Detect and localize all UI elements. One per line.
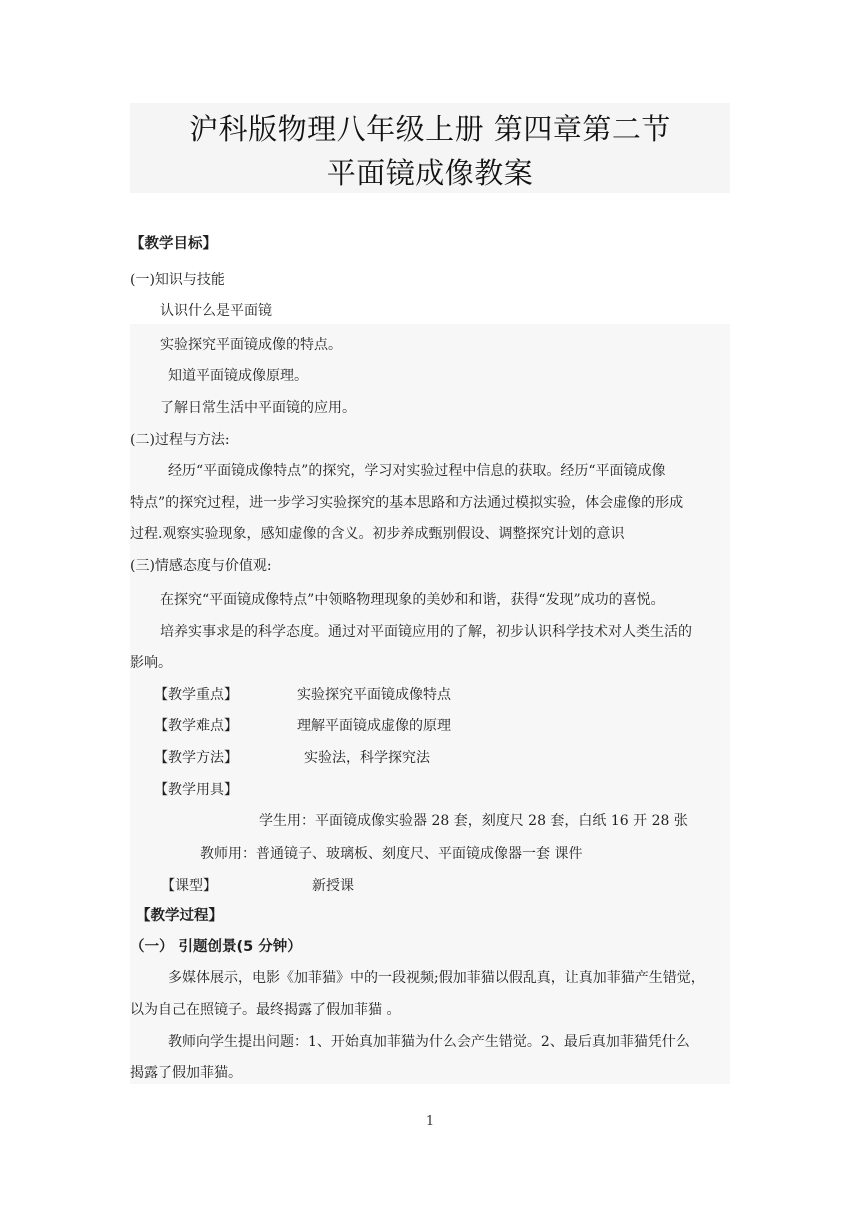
process-para-line: 特点”的探究过程，进一步学习实验探究的基本思路和方法通过模拟实验，体会虚像的形成 <box>130 495 684 511</box>
knowledge-item: 实验探究平面镜成像的特点。 <box>160 337 342 353</box>
type-label: 【课型】 <box>161 878 217 894</box>
key-value: 实验探究平面镜成像特点 <box>297 687 451 703</box>
attitude-para-line: 培养实事求是的科学态度。通过对平面镜应用的了解，初步认识科学技术对人类生活的 <box>160 624 692 640</box>
step1-heading: （一） 引题创景(5 分钟） <box>130 939 302 955</box>
type-value: 新授课 <box>312 878 354 894</box>
title-line-1: 沪科版物理八年级上册 第四章第二节 <box>189 112 671 146</box>
page-number: 1 <box>425 1114 435 1129</box>
title-line-2: 平面镜成像教案 <box>326 156 534 190</box>
step1-para-line: 教师向学生提出问题：1、开始真加菲猫为什么会产生错觉。2、最后真加菲猫凭什么 <box>168 1034 690 1050</box>
title-block <box>130 103 730 193</box>
step1-para-line: 多媒体展示，电影《加菲猫》中的一段视频;假加菲猫以假乱真，让真加菲猫产生错觉， <box>168 970 705 986</box>
method-value: 实验法，科学探究法 <box>304 750 430 766</box>
knowledge-item: 认识什么是平面镜 <box>160 303 272 319</box>
attitude-para: 在探究“平面镜成像特点”中领略物理现象的美妙和和谐，获得“发现”成功的喜悦。 <box>160 592 665 608</box>
knowledge-item: 知道平面镜成像原理。 <box>168 368 308 384</box>
process-para-line: 过程.观察实验现象，感知虚像的含义。初步养成甄别假设、调整探究计划的意识 <box>130 526 625 542</box>
sub-heading-attitude: (三)情感态度与价值观: <box>130 558 272 574</box>
step1-para-line: 揭露了假加菲猫。 <box>130 1065 242 1081</box>
attitude-para-line: 影响。 <box>130 655 172 671</box>
step1-para-line: 以为自己在照镜子。最终揭露了假加菲猫 。 <box>130 1002 401 1018</box>
difficulty-label: 【教学难点】 <box>154 718 238 734</box>
process-para-line: 经历“平面镜成像特点”的探究，学习对实验过程中信息的获取。经历“平面镜成像 <box>168 463 666 479</box>
tools-student: 学生用：平面镜成像实验器 28 套，刻度尺 28 套，白纸 16 开 28 张 <box>259 813 688 829</box>
difficulty-value: 理解平面镜成虚像的原理 <box>297 718 451 734</box>
tools-teacher: 教师用：普通镜子、玻璃板、刻度尺、平面镜成像器一套 课件 <box>200 846 583 862</box>
knowledge-item: 了解日常生活中平面镜的应用。 <box>160 400 356 416</box>
sub-heading-knowledge: (一)知识与技能 <box>130 272 225 288</box>
goals-heading: 【教学目标】 <box>130 236 217 252</box>
sub-heading-process: (二)过程与方法: <box>130 432 230 448</box>
key-label: 【教学重点】 <box>154 687 238 703</box>
tools-label: 【教学用具】 <box>154 782 238 798</box>
method-label: 【教学方法】 <box>154 750 238 766</box>
process-heading: 【教学过程】 <box>136 908 223 924</box>
